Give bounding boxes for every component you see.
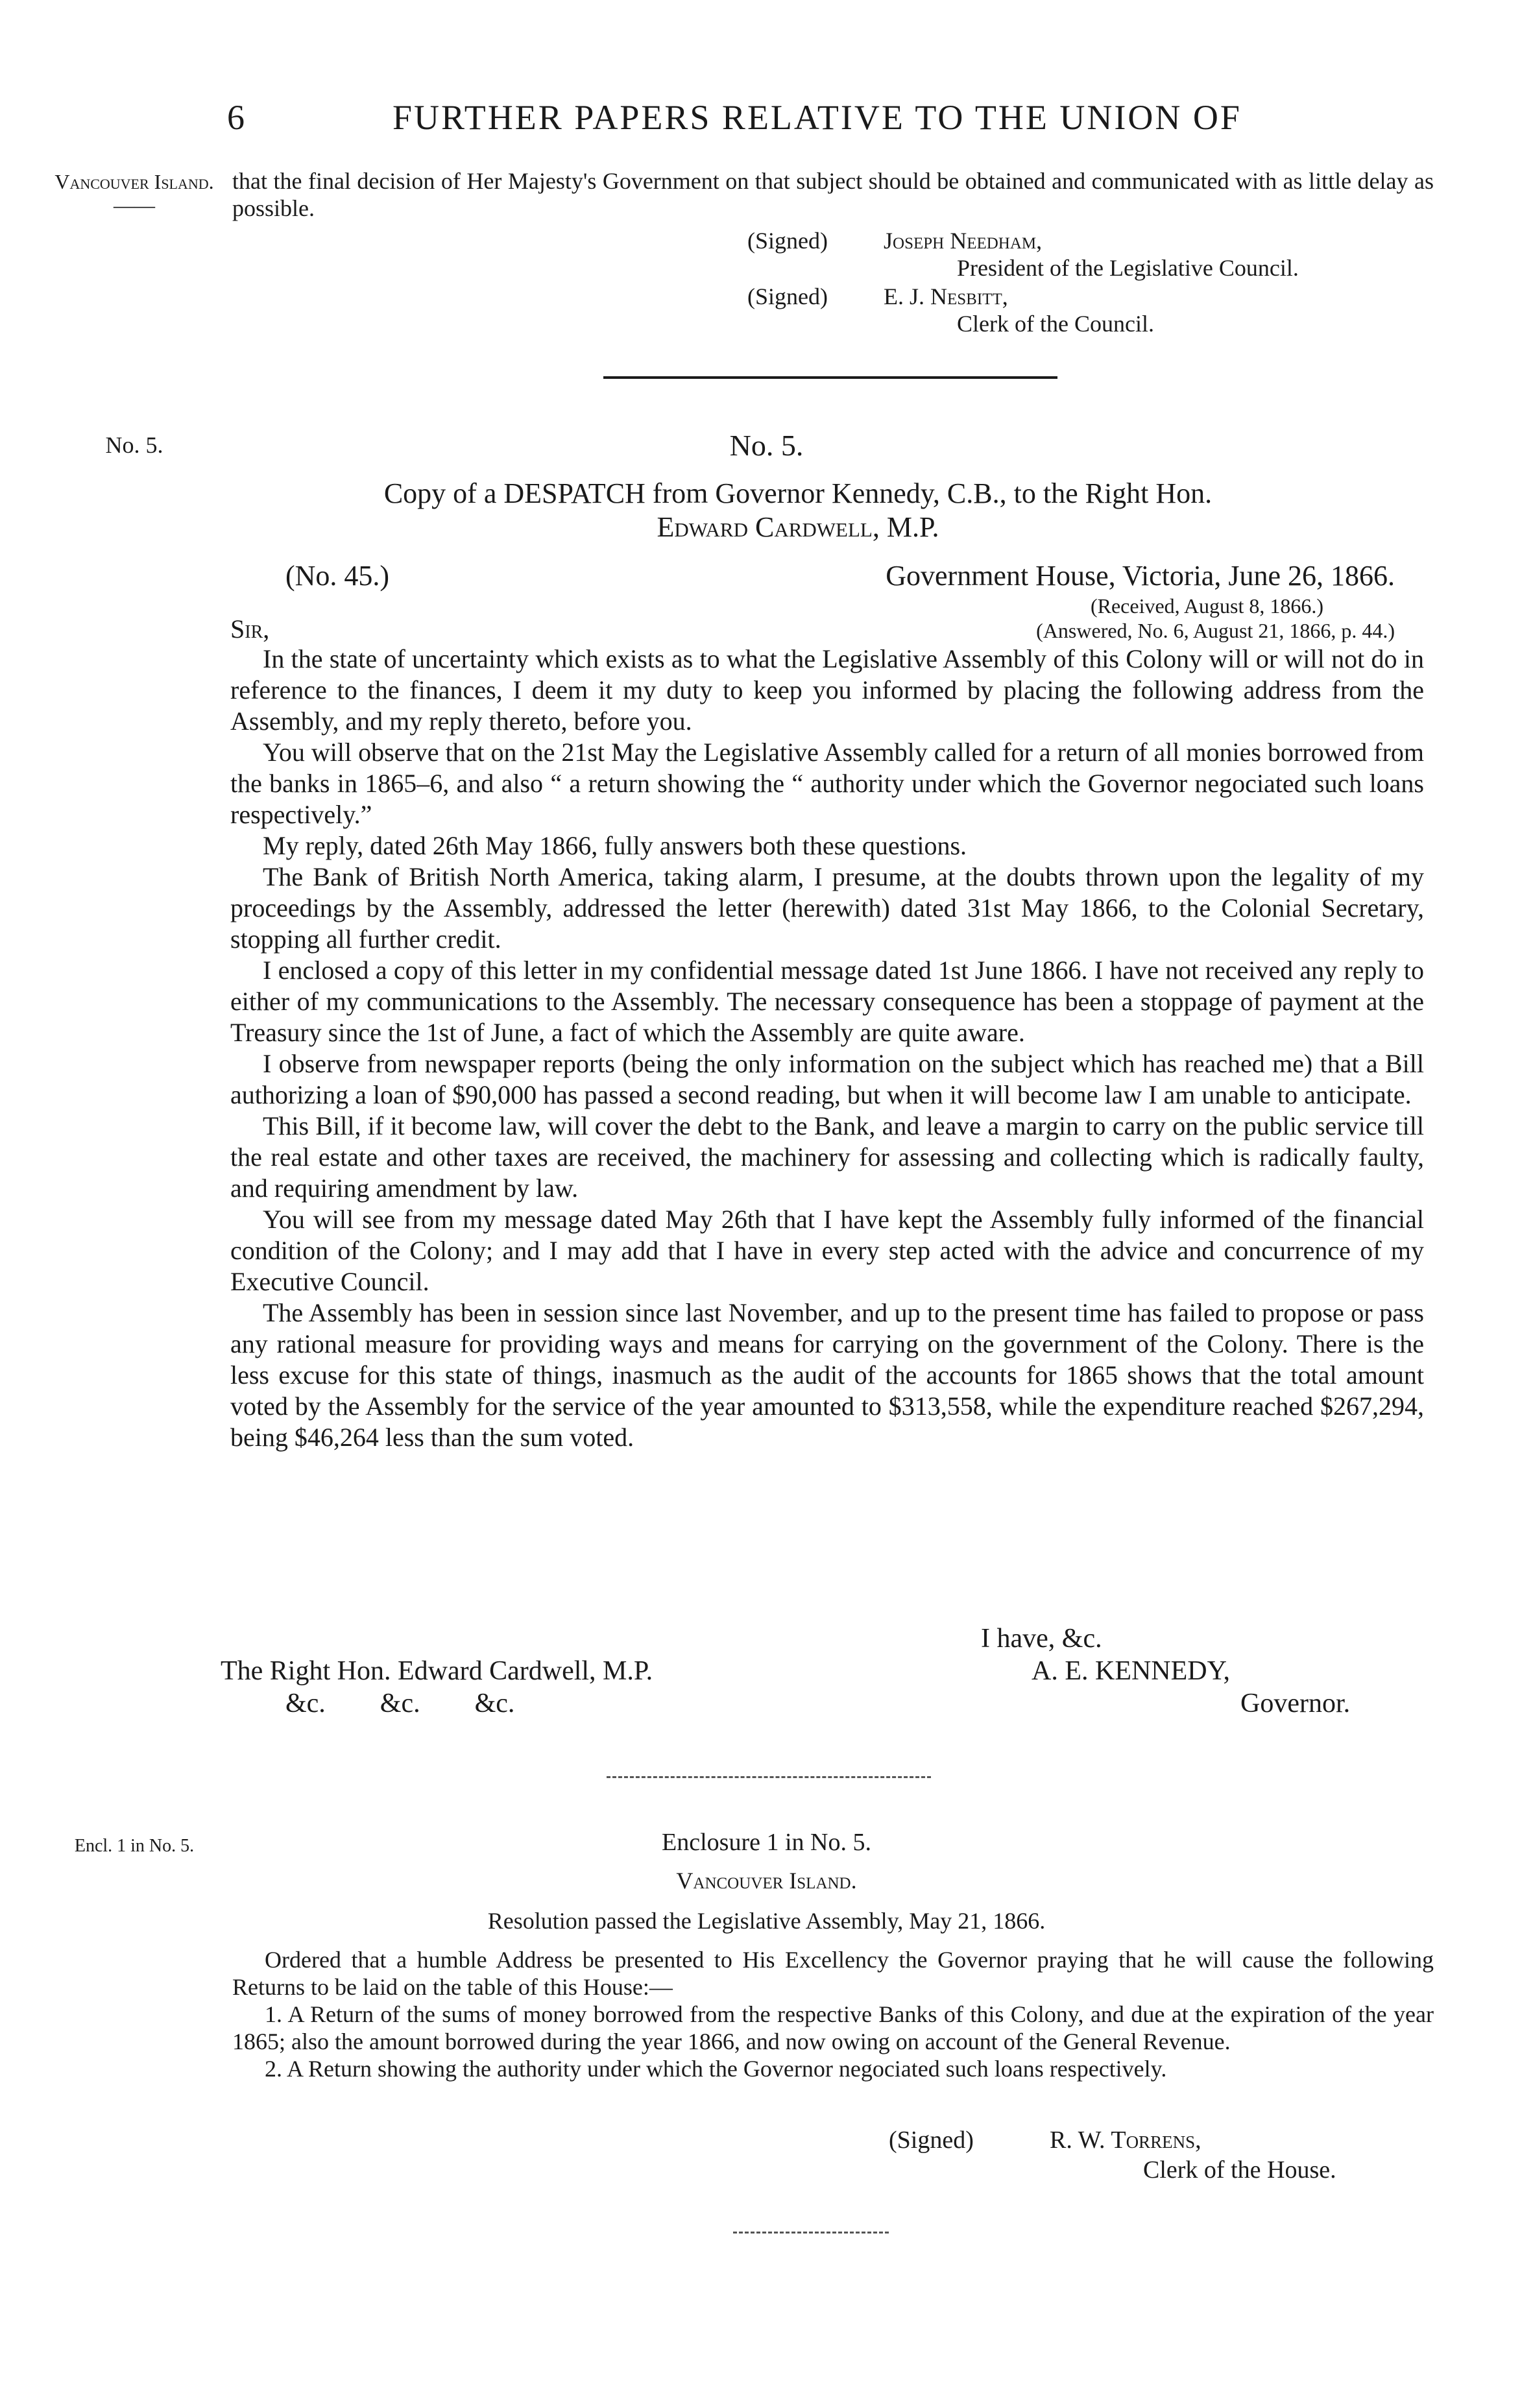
section-divider-dashed — [607, 1776, 931, 1778]
despatch-body — [230, 644, 1424, 1453]
enclosure-body — [232, 1946, 1434, 2082]
signed-label-1: (Signed) — [747, 228, 828, 254]
signer-needham-title: President of the Legislative Council. — [957, 255, 1299, 281]
despatch-ref-no: (No. 45.) — [285, 560, 390, 592]
signer-nesbitt: E. J. Nesbitt, — [884, 283, 1008, 309]
margin-note-encl: Encl. 1 in No. 5. — [74, 1836, 195, 1856]
enclosure-signed-label: (Signed) — [889, 2126, 974, 2154]
signed-label-2: (Signed) — [747, 283, 828, 309]
paragraph: The Assembly has been in session since last November, and up to the present time has failed to propose or pass any rational measure for providing ways and means for carrying on the government of the Colony. There is the less excuse for this state of things, inasmuch as the audit of the accounts for 1865 shows that the total amount voted by the Assembly for the service of the year amounted to $313,558, while the expenditure reached $267,294, being $46,264 less than the sum voted. — [230, 1298, 1424, 1452]
enclosure-item: 1. A Return of the sums of money borrowed from the respective Banks of this Colony, and due at the expiration of the year 1865; also the amount borrowed during the year 1866, and now owing on account of the General Revenue. — [232, 2001, 1434, 2054]
signer-nesbitt-title: Clerk of the Council. — [957, 311, 1154, 337]
addressee: The Right Hon. Edward Cardwell, M.P. — [221, 1656, 653, 1686]
closing: I have, &c. — [981, 1624, 1102, 1654]
paragraph: My reply, dated 26th May 1866, fully answers both these questions. — [263, 831, 967, 860]
paragraph: You will see from my message dated May 26th that I have kept the Assembly fully informed of the financial condition of the Colony; and I may add that I have in every step acted with the advice and concurrence of my Executive Council. — [230, 1205, 1424, 1296]
despatch-answered: (Answered, No. 6, August 21, 1866, p. 44.) — [1036, 619, 1395, 642]
despatch-place-date: Government House, Victoria, June 26, 1866. — [886, 560, 1395, 592]
paragraph: This Bill, if it become law, will cover the debt to the Bank, and leave a margin to carry on the public service till the real estate and other taxes are received, the machinery for assessing and collecting which is radically faulty, and requiring amendment by law. — [230, 1111, 1424, 1203]
margin-note-vancouver — [47, 170, 222, 217]
page-title: FURTHER PAPERS RELATIVE TO THE UNION OF — [392, 98, 1242, 137]
enclosure-title: Enclosure 1 in No. 5. — [662, 1829, 871, 1856]
end-divider — [733, 2232, 889, 2233]
continuation-text: that the final decision of Her Majesty's Government on that subject should be obtained and communicated with as little delay as possible. — [232, 168, 1434, 221]
paragraph: I observe from newspaper reports (being the only information on the subject which has reached me) that a Bill authorizing a loan of $90,000 has passed a second reading, but when it will become law I am unable to anticipate. — [230, 1049, 1424, 1109]
paragraph: You will observe that on the 21st May the Legislative Assembly called for a return of all monies borrowed from the banks in 1865–6, and also “ a return showing the “ authority under which the Governor negociated such loans respectively.” — [230, 738, 1424, 829]
enclosure-item: 2. A Return showing the authority under which the Governor negociated such loans respectively. — [265, 2056, 1167, 2082]
section-divider — [603, 376, 1057, 379]
despatch-received: (Received, August 8, 1866.) — [1090, 594, 1323, 618]
salutation: Sir, — [230, 614, 270, 644]
margin-note-text: Vancouver Island. — [54, 170, 214, 193]
despatch-heading-line2: Edward Cardwell, M.P. — [657, 511, 939, 543]
margin-dash: —— — [114, 193, 155, 217]
signer-torrens-title: Clerk of the House. — [1143, 2156, 1336, 2184]
despatch-heading — [195, 477, 1401, 544]
etc-line: &c. &c. &c. — [285, 1689, 515, 1718]
signer-kennedy-title: Governor. — [1240, 1689, 1351, 1718]
paragraph: I enclosed a copy of this letter in my confidential message dated 1st June 1866. I have not received any reply to either of my communications to the Assembly. The necessary consequence has been a stoppage of payment at the Treasury since the 1st of June, a fact of which the Assembly are quite aware. — [230, 956, 1424, 1047]
enclosure-intro: Ordered that a humble Address be presented to His Excellency the Governor praying that he will cause the following Returns to be laid on the table of this House:— — [232, 1947, 1434, 2000]
margin-note-no5: No. 5. — [105, 432, 163, 458]
signer-kennedy: A. E. KENNEDY, — [1032, 1656, 1231, 1686]
paragraph: In the state of uncertainty which exists as to what the Legislative Assembly of this Colony will or will not do in reference to the finances, I deem it my duty to keep you informed by placing the following address from the Assembly, and my reply thereto, before you. — [230, 644, 1424, 736]
enclosure-place: Vancouver Island. — [676, 1868, 857, 1894]
despatch-number: No. 5. — [729, 429, 804, 462]
resolution-heading: Resolution passed the Legislative Assembly, May 21, 1866. — [487, 1908, 1046, 1934]
signer-needham: Joseph Needham, — [884, 228, 1043, 254]
signer-torrens: R. W. Torrens, — [1050, 2126, 1201, 2154]
despatch-heading-line1: Copy of a DESPATCH from Governor Kennedy, C.B., to the Right Hon. — [383, 477, 1213, 509]
paragraph: The Bank of British North America, taking alarm, I presume, at the doubts thrown upon the legality of my proceedings by the Assembly, addressed the letter (herewith) dated 31st May 1866, to the Colonial Secretary, stopping all further credit. — [230, 862, 1424, 954]
page-number: 6 — [227, 98, 247, 137]
